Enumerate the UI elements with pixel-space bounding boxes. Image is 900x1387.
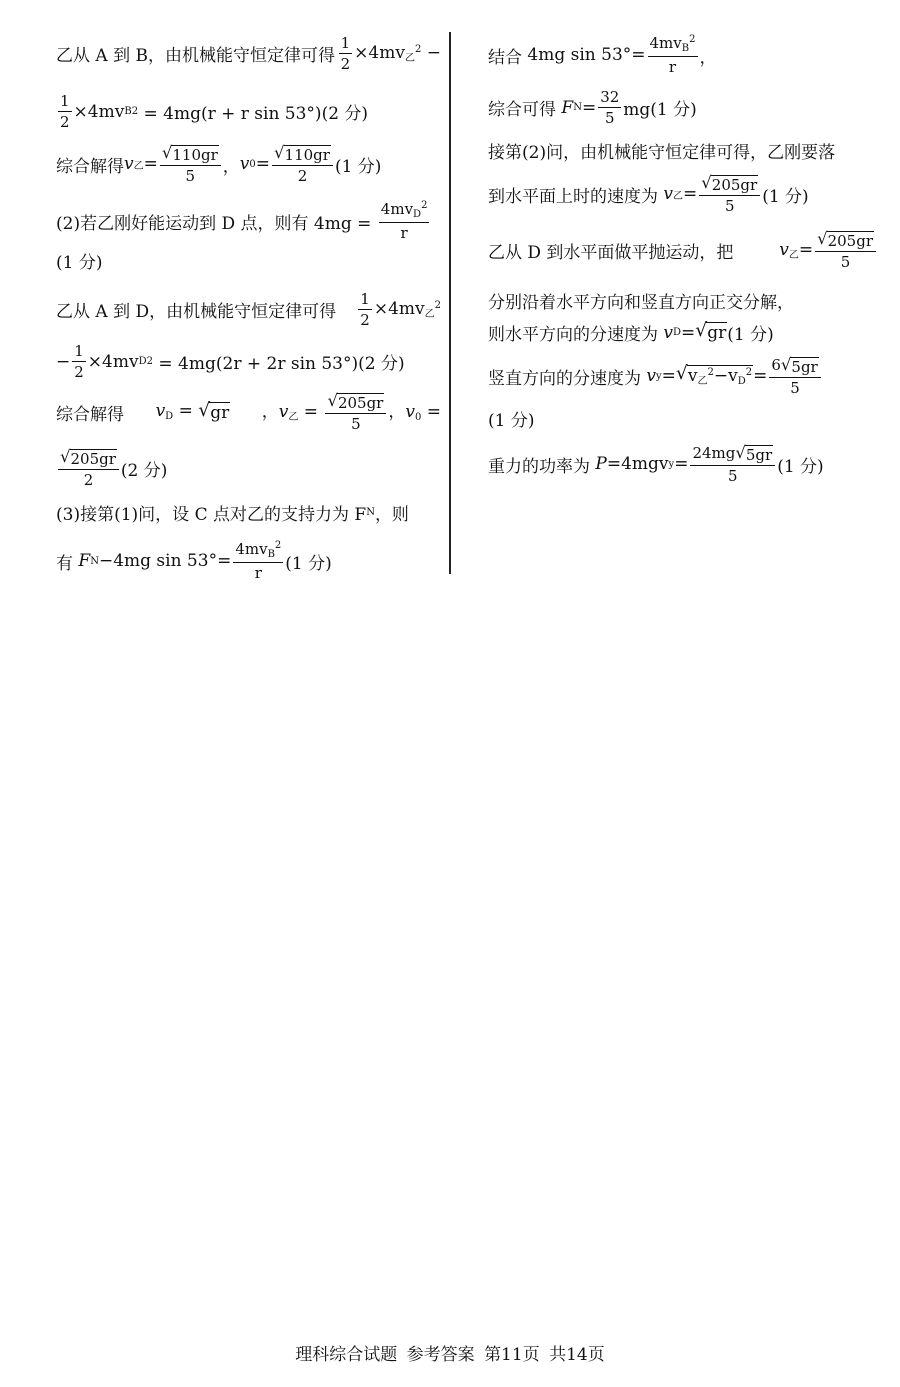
eq-line-solve-2: 综合解得 $v_D$ = √ gr ，$v_乙$ = √ 205gr 5 ，$v_0$ = — [56, 391, 441, 433]
eq-line-part2: (2)若乙刚好能运动到 D 点，则有 4mg = $\frac{4mv_D^2}{r}$ — [56, 200, 428, 242]
footer-answers: 参考答案 — [406, 1345, 475, 1365]
eq-line-v0: √ 205gr 2 (2 分) — [60, 447, 168, 489]
text-solve-2: 综合解得 — [56, 404, 124, 425]
eq-line-energy-ab: $\frac{1}{2}$ ×4mv B 2 = 4mg(r + r sin 53°)(2 分) — [60, 92, 369, 131]
score-1: (1 分) — [56, 253, 103, 273]
text-power: 重力的功率为 — [488, 456, 590, 477]
footer-page: 第11页 — [484, 1345, 540, 1365]
text-a-to-b: 乙从 A 到 B，由机械能守恒定律可得 — [56, 46, 335, 66]
text-energy-ab: = 4mg(r + r sin 53°)(2 分) — [143, 104, 369, 124]
eq-line-power: 重力的功率为 P =4mgv y = 24mg √ 5gr 5 (1 分) — [488, 443, 824, 485]
text-combine: 结合 — [488, 47, 522, 68]
text-combine-result: 综合可得 — [488, 100, 556, 120]
eq-line-horizontal: 则水平方向的分速度为 v D = √ gr (1 分) — [488, 320, 774, 345]
text-projectile: 乙从 D 到水平面做平抛运动，把 — [488, 242, 734, 263]
text-part2: (2)若乙刚好能运动到 D 点，则有 4mg = — [56, 213, 372, 234]
eq-line-energy-ad: − $\frac{1}{2}$ ×4mv D 2 = 4mg(2r + 2r sin 53°)(2 分) — [56, 342, 405, 381]
text-landing-speed: 到水平面上时的速度为 — [488, 186, 658, 207]
text-decompose: 分别沿着水平方向和竖直方向正交分解， — [488, 293, 794, 313]
footer-total: 共14页 — [549, 1345, 605, 1365]
text-part2-cont: 接第(2)问，由机械能守恒定律可得，乙刚要落 — [488, 143, 836, 163]
eq-line-fn: 有 F N −4mg sin 53°= $\frac{4mv_B^2}{r}$ (1 分) — [56, 540, 332, 582]
text-part3-eq: 有 — [56, 553, 73, 574]
eq-line-landing-speed: 到水平面上时的速度为 v 乙 = √ 205gr 5 (1 分) — [488, 173, 809, 215]
eq-line-combine: 结合 4mg sin 53°= $\frac{4mv_B^2}{r}$ ， — [488, 34, 717, 76]
column-divider — [449, 32, 451, 574]
page-footer — [0, 1340, 900, 1365]
eq-line-a-to-d: 乙从 A 到 D，由机械能守恒定律可得 $\frac{1}{2}$ $\times 4mv_乙^2$ — [56, 290, 441, 329]
eq-line-part3: (3)接第(1)问，设 C 点对乙的支持力为 F N ，则 — [56, 500, 409, 525]
score-vertical: (1 分) — [488, 411, 535, 431]
text-energy-ad: = 4mg(2r + 2r sin 53°)(2 分) — [158, 354, 405, 374]
text-part3: (3)接第(1)问，设 C 点对乙的支持力为 F — [56, 505, 367, 525]
eq-line-solve-1: 综合解得 v 乙 = √ 110gr 5 ， v 0 = √ 110gr 2 (1 分) — [56, 143, 382, 185]
eq-line-a-to-b — [56, 34, 441, 73]
score-2: (2 分) — [120, 460, 168, 481]
formula-ke-c: $\frac{1}{2}$ $\times 4mv_乙^2$ − — [340, 34, 441, 73]
text-a-to-d: 乙从 A 到 D，由机械能守恒定律可得 — [56, 302, 337, 322]
text-part3-suffix: ，则 — [374, 505, 409, 525]
eq-line-vertical: 竖直方向的分速度为 v y = √ $v_乙^2-v_D^2$ = 6 √ 5gr 5 — [488, 356, 823, 397]
footer-subject: 理科综合试题 — [295, 1345, 398, 1365]
eq-line-projectile: 乙从 D 到水平面做平抛运动，把 $v_乙=$ √ 205gr 5 — [488, 230, 878, 271]
eq-line-fn-result: 综合可得 F N = $\frac{32}{5}$ mg(1 分) — [488, 88, 697, 127]
text-vertical: 竖直方向的分速度为 — [488, 368, 641, 389]
text-horizontal: 则水平方向的分速度为 — [488, 325, 658, 345]
